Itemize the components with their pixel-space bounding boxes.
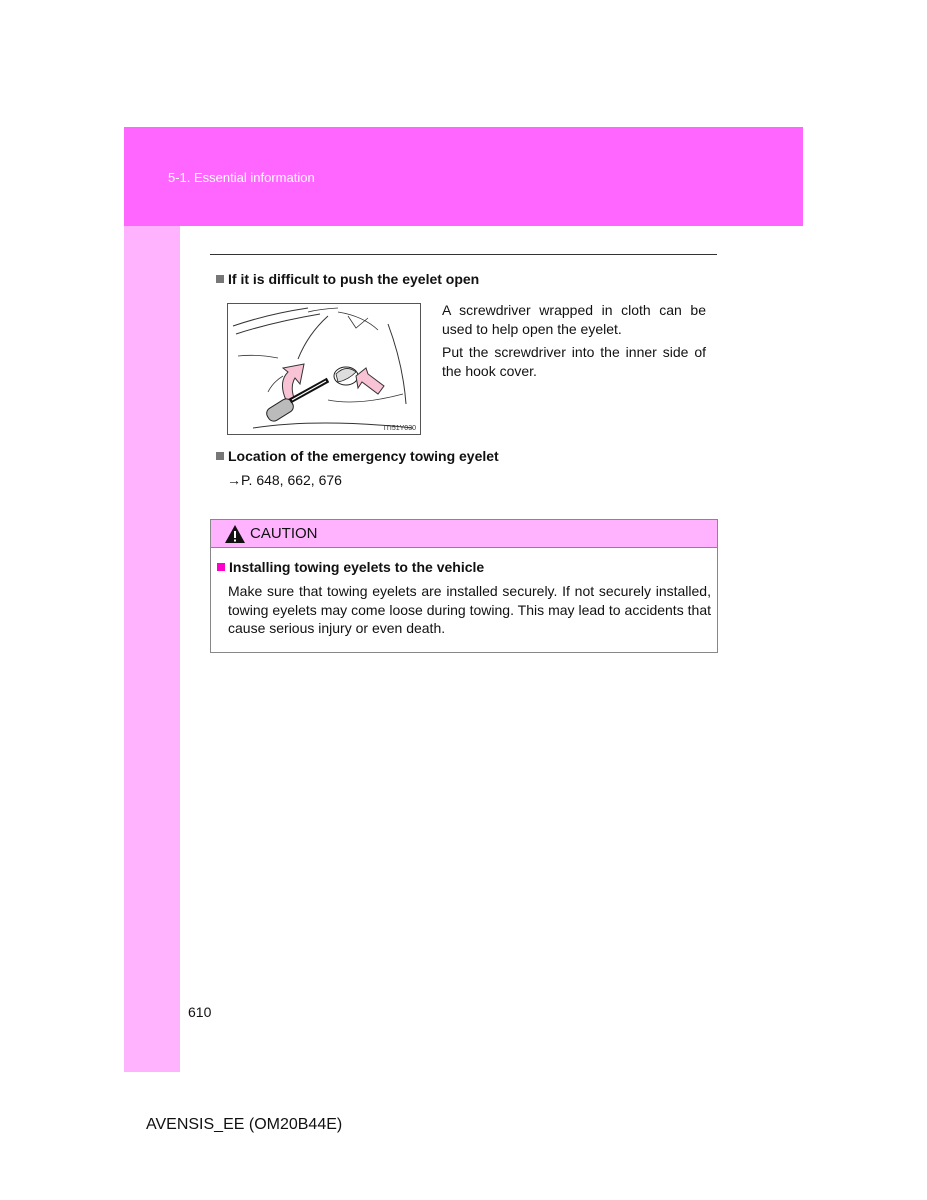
warning-triangle-icon — [224, 524, 246, 544]
caution-body: Make sure that towing eyelets are installed securely. If not securely installed, towing eyelets may come loose during towing. This may lead to accidents that cause serious injury or even death. — [228, 583, 711, 636]
magenta-square-bullet-icon — [217, 563, 225, 571]
model-code: AVENSIS_EE (OM20B44E) — [146, 1116, 343, 1133]
section-label: 5-1. Essential information — [168, 170, 315, 185]
caution-heading-text: Installing towing eyelets to the vehicle — [229, 559, 485, 575]
section2-heading-text: Location of the emergency towing eyelet — [228, 448, 499, 464]
caution-box — [210, 519, 718, 653]
arrow-icon: → — [227, 472, 241, 488]
section1-paragraph-2: Put the screwdriver into the inner side of the hook cover. — [442, 344, 706, 379]
square-bullet-icon — [216, 275, 224, 283]
screwdriver-illustration — [227, 303, 421, 435]
side-band — [124, 226, 180, 1072]
screwdriver-drawing — [228, 304, 420, 434]
section1-paragraph-1: A screwdriver wrapped in cloth can be used to help open the eyelet. — [442, 302, 706, 337]
caution-title: CAUTION — [250, 525, 318, 542]
page-number: 610 — [188, 1004, 212, 1020]
section1-heading — [216, 271, 479, 287]
caution-heading — [217, 559, 484, 575]
section1-heading-text: If it is difficult to push the eyelet open — [228, 271, 480, 287]
top-rule — [210, 254, 717, 255]
figure-code: ITI51Y030 — [383, 425, 416, 432]
square-bullet-icon — [216, 452, 224, 460]
caution-header — [211, 520, 717, 548]
page-reference-text: P. 648, 662, 676 — [241, 472, 342, 488]
header-band — [124, 127, 803, 226]
section2-heading — [216, 448, 499, 464]
page-reference — [227, 472, 342, 488]
